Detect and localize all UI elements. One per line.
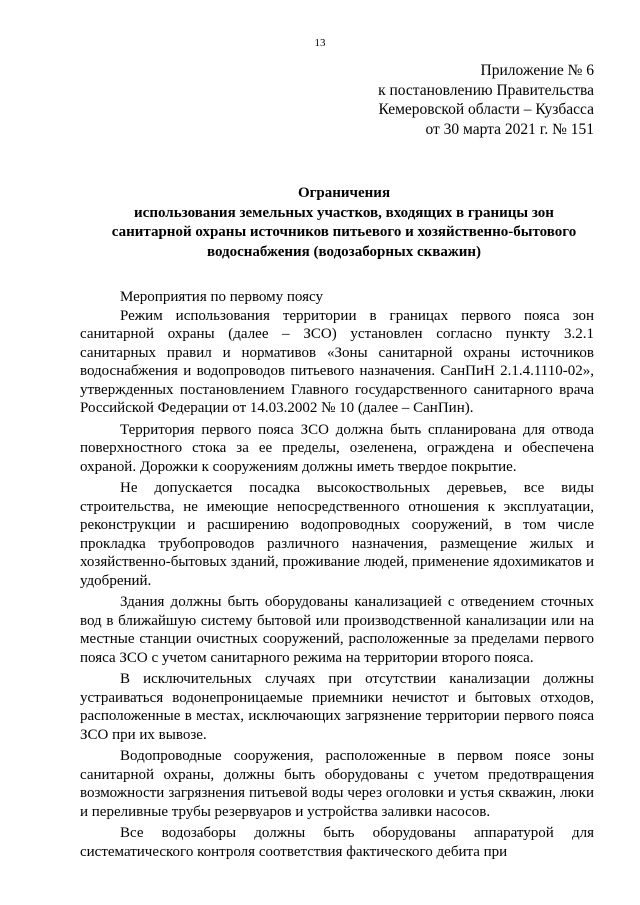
title-line: использования земельных участков, входящих в границы зон bbox=[134, 204, 554, 221]
section-heading: Мероприятия по первому поясу bbox=[120, 289, 323, 305]
appendix-line: Приложение № 6 bbox=[480, 62, 594, 79]
paragraph: Все водозаборы должны быть оборудованы аппаратурой для систематического контроля соответствия фактического дебита при bbox=[80, 825, 594, 860]
title-line: санитарной охраны источников питьевого и хозяйственно-бытового bbox=[111, 224, 577, 240]
paragraph: Режим использования территории в границах первого пояса зон санитарной охраны (далее – ЗСО) установлен согласно пункту 3.2.1 санитарных правил и нормативов «Зоны санитарной охраны источников водоснабжения и водопроводов питьевого назначения. СанПиН 2.1.4.1110-02», утвержденных постановлением Главного государственного санитарного врача Российской Федерации от 14.03.2002 № 10 (далее – СанПин). bbox=[80, 307, 594, 416]
appendix-line: Кемеровской области – Кузбасса bbox=[378, 101, 594, 118]
document-body bbox=[80, 288, 594, 861]
paragraph: В исключительных случаях при отсутствии канализации должны устраиваться водонепроницаемые приемники нечистот и бытовых отходов, расположенные в местах, исключающих загрязнение территории первого пояса ЗСО при их вывозе. bbox=[80, 671, 594, 743]
page-number: 13 bbox=[314, 37, 326, 49]
document-title bbox=[80, 184, 608, 262]
paragraph: Территория первого пояса ЗСО должна быть спланирована для отвода поверхностного стока за ее пределы, озеленена, ограждена и обеспечена охраной. Дорожки к сооружениям должны иметь твердое покрытие. bbox=[80, 421, 594, 475]
paragraph: Здания должны быть оборудованы канализацией с отведением сточных вод в ближайшую систему бытовой или производственной канализации или на местные станции очистных сооружений, расположенные за пределами первого пояса ЗСО с учетом санитарного режима на территории второго пояса. bbox=[80, 594, 594, 666]
appendix-header bbox=[378, 61, 594, 139]
appendix-line: от 30 марта 2021 г. № 151 bbox=[425, 120, 594, 138]
appendix-line: к постановлению Правительства bbox=[378, 81, 594, 99]
title-line: Ограничения bbox=[297, 185, 391, 201]
paragraph: Водопроводные сооружения, расположенные в первом поясе зоны санитарной охраны, должны быть оборудованы с учетом предотвращения возможности загрязнения питьевой воды через оголовки и устья скважин, люки и переливные трубы резервуаров и устройства заливки насосов. bbox=[80, 748, 594, 820]
paragraph: Не допускается посадка высокоствольных деревьев, все виды строительства, не имеющие непосредственного отношения к эксплуатации, реконструкции и расширению водопроводных сооружений, в том числе прокладка трубопроводов различного назначения, размещение жилых и хозяйственно-бытовых зданий, проживание людей, применение ядохимикатов и удобрений. bbox=[80, 480, 594, 589]
title-line: водоснабжения (водозаборных скважин) bbox=[206, 243, 482, 260]
